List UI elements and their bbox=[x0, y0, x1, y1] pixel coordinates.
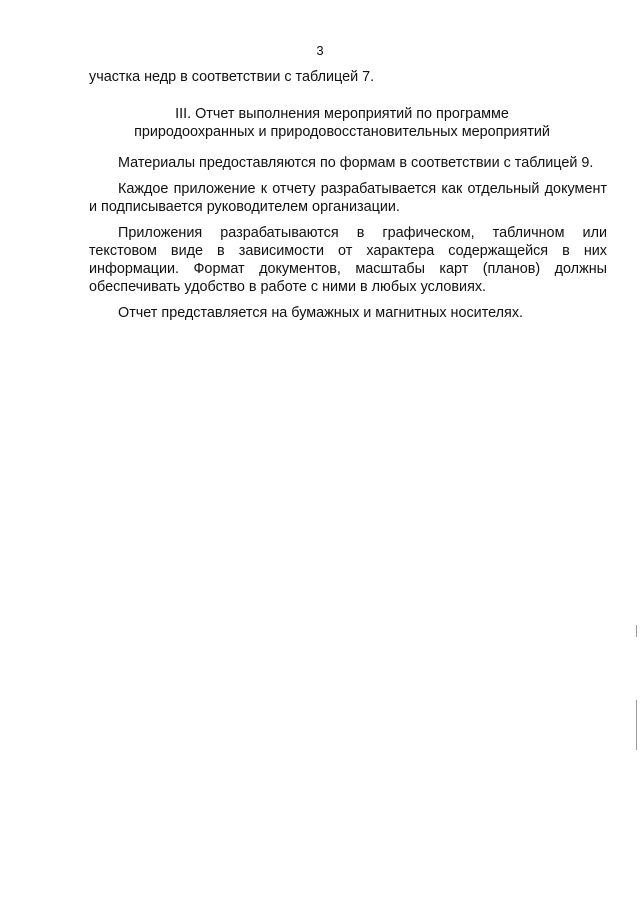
section-heading-line-1: III. Отчет выполнения мероприятий по программе bbox=[175, 106, 509, 122]
paragraph-1: Материалы предоставляются по формам в соответствии с таблицей 9. bbox=[118, 155, 594, 171]
paragraph-2: Каждое приложение к отчету разрабатывается как отдельный документ и подписывается руководителем организации. bbox=[89, 181, 607, 215]
page-number: 3 bbox=[316, 43, 324, 58]
paragraph-4: Отчет представляется на бумажных и магнитных носителях. bbox=[118, 305, 524, 321]
section-heading-line-2: природоохранных и природовосстановительных мероприятий bbox=[134, 124, 550, 140]
paragraph-3: Приложения разрабатываются в графическом, табличном или текстовом виде в зависимости от характера содержащейся в них информации. Формат документов, масштабы карт (планов) должны обеспечивать удобство в работе с ними в любых условиях. bbox=[89, 225, 607, 295]
section-heading bbox=[112, 105, 572, 141]
scan-edge-mark bbox=[636, 700, 637, 750]
scan-edge-mark bbox=[636, 625, 637, 637]
continuation-line: участка недр в соответствии с таблицей 7. bbox=[89, 69, 375, 85]
body-text bbox=[89, 154, 607, 330]
